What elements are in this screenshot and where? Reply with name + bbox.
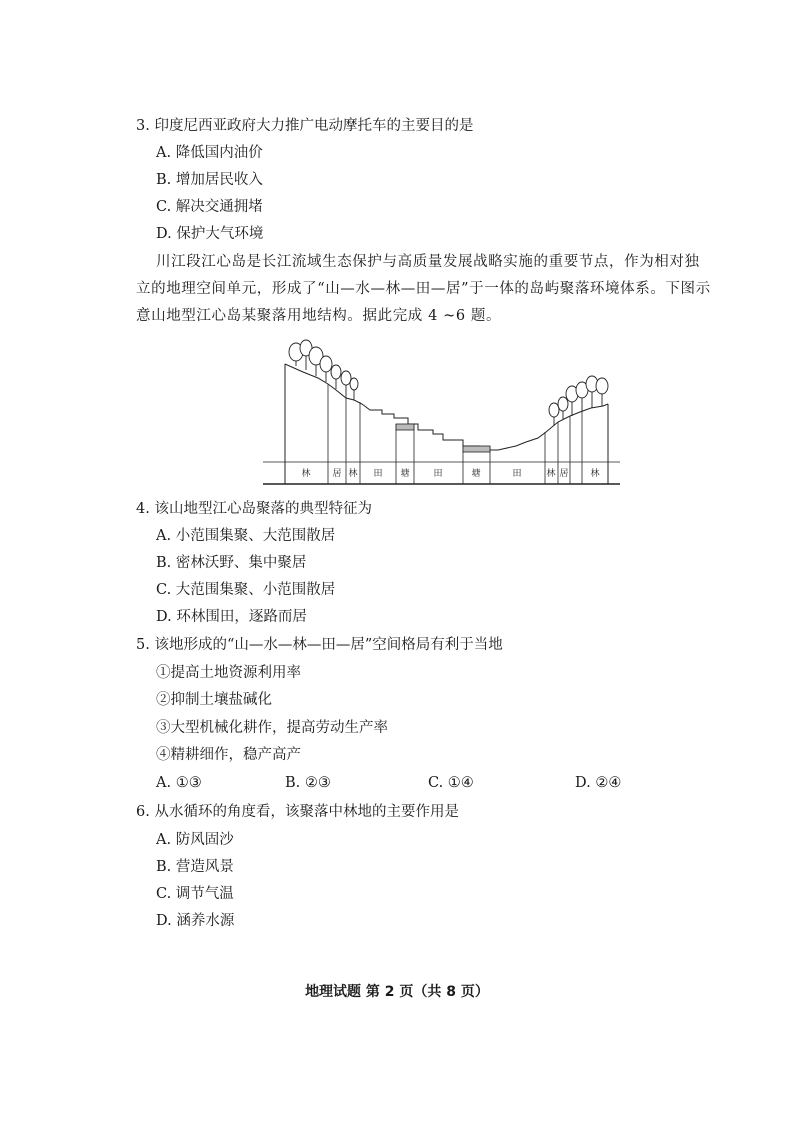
settlement-land-use-diagram	[258, 334, 633, 494]
q6-option-c: C. 调节气温	[156, 886, 234, 902]
page-footer: 地理试题 第 2 页（共 8 页）	[305, 984, 489, 1000]
q5-option-b: B. ②③	[285, 775, 331, 791]
label-forest-2: 林	[348, 469, 358, 479]
q3-option-b: B. 增加居民收入	[156, 172, 263, 188]
passage-line-3: 意山地型江心岛某聚落用地结构。据此完成 4 ~6 题。	[136, 308, 502, 324]
q5-option-d: D. ②④	[575, 775, 622, 791]
q5-item-2: ②抑制土壤盐碱化	[156, 692, 272, 708]
q4-option-a: A. 小范围集聚、大范围散居	[156, 528, 336, 544]
q3-option-d: D. 保护大气环境	[156, 226, 264, 242]
q4-option-c: C. 大范围集聚、小范围散居	[156, 582, 336, 598]
label-field-3: 田	[512, 469, 522, 479]
q5-item-1: ①提高土地资源利用率	[156, 665, 301, 681]
q5-stem: 5. 该地形成的“山—水—林—田—居”空间格局有利于当地	[136, 637, 503, 653]
label-pond-2: 塘	[471, 469, 481, 479]
label-pond-1: 塘	[400, 469, 410, 479]
q6-option-b: B. 营造风景	[156, 859, 234, 875]
q5-item-4: ④精耕细作，稳产高产	[156, 747, 301, 763]
label-field-2: 田	[433, 469, 443, 479]
q4-stem: 4. 该山地型江心岛聚落的典型特征为	[136, 501, 372, 517]
label-forest-3: 林	[546, 469, 556, 479]
passage-line-2: 立的地理空间单元，形成了“山—水—林—田—居”于一体的岛屿聚落环境体系。下图示	[136, 281, 711, 297]
q3-option-c: C. 解决交通拥堵	[156, 199, 263, 215]
q3-option-a: A. 降低国内油价	[156, 145, 263, 161]
label-field-1: 田	[373, 469, 383, 479]
q5-item-3: ③大型机械化耕作，提高劳动生产率	[156, 720, 388, 736]
label-forest-4: 林	[590, 469, 600, 479]
q5-option-c: C. ①④	[428, 775, 474, 791]
passage-line-1: 川江段江心岛是长江流域生态保护与高质量发展战略实施的重要节点，作为相对独	[156, 254, 700, 270]
label-residence-1: 居	[332, 469, 342, 479]
q5-option-a: A. ①③	[156, 775, 202, 791]
pond-left	[396, 424, 414, 430]
q4-option-b: B. 密林沃野、集中聚居	[156, 555, 307, 571]
pond-right	[463, 446, 490, 452]
q3-stem: 3. 印度尼西亚政府大力推广电动摩托车的主要目的是	[136, 118, 474, 134]
right-forest-trees	[549, 376, 608, 426]
q4-option-d: D. 环林围田，逐路而居	[156, 609, 307, 625]
left-slope-outline	[285, 364, 498, 450]
q6-option-d: D. 涵养水源	[156, 913, 235, 929]
q6-option-a: A. 防风固沙	[156, 832, 234, 848]
label-forest-1: 林	[301, 469, 311, 479]
label-residence-2: 居	[559, 469, 569, 479]
q6-stem: 6. 从水循环的角度看，该聚落中林地的主要作用是	[136, 804, 459, 820]
